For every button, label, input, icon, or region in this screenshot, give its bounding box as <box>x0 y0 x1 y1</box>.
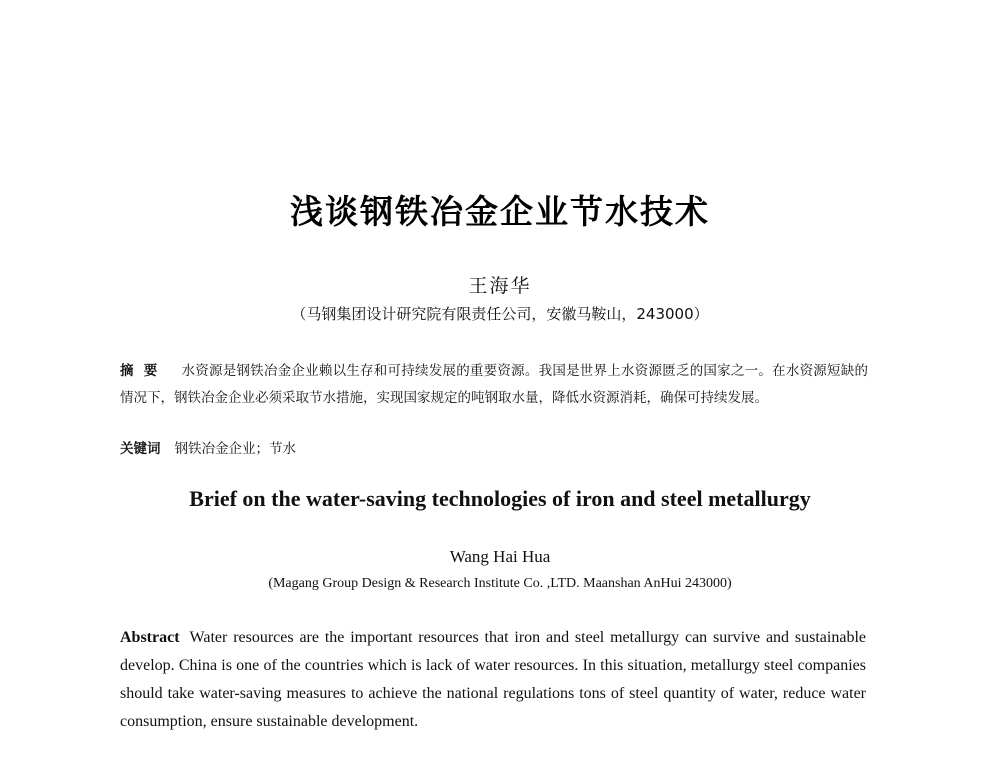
english-affiliation: (Magang Group Design & Research Institute Co. ,LTD. Maanshan AnHui 243000) <box>268 576 732 591</box>
chinese-keywords-text: 钢铁冶金企业；节水 <box>174 441 296 457</box>
english-title: Brief on the water-saving technologies of iron and steel metallurgy <box>189 486 811 511</box>
chinese-abstract <box>120 358 868 412</box>
chinese-abstract-label: 摘要 <box>120 363 168 379</box>
chinese-affiliation: （马钢集团设计研究院有限责任公司，安徽马鞍山，243000） <box>291 305 709 323</box>
chinese-abstract-text: 水资源是钢铁冶金企业赖以生存和可持续发展的重要资源。我国是世界上水资源匮乏的国家之一。在水资源短缺的情况下，钢铁冶金企业必须采取节水措施，实现国家规定的吨钢取水量，降低水资源消耗，确保可持续发展。 <box>120 363 869 406</box>
chinese-keywords <box>120 437 868 457</box>
english-abstract-text: Water resources are the important resources that iron and steel metallurgy can survive and sustainable develop. China is one of the countries which is lack of water resources. In this situation, metallurgy steel companies should take water-saving measures to achieve the national regulations tons of steel quantity of water, reduce water consumption, ensure sustainable development. <box>120 629 866 730</box>
chinese-author: 王海华 <box>468 275 532 297</box>
chinese-keywords-label: 关键词 <box>120 441 161 457</box>
english-author: Wang Hai Hua <box>449 547 551 566</box>
english-abstract-label: Abstract <box>120 629 180 646</box>
english-abstract <box>120 624 866 736</box>
chinese-title: 浅谈钢铁冶金企业节水技术 <box>290 192 710 231</box>
